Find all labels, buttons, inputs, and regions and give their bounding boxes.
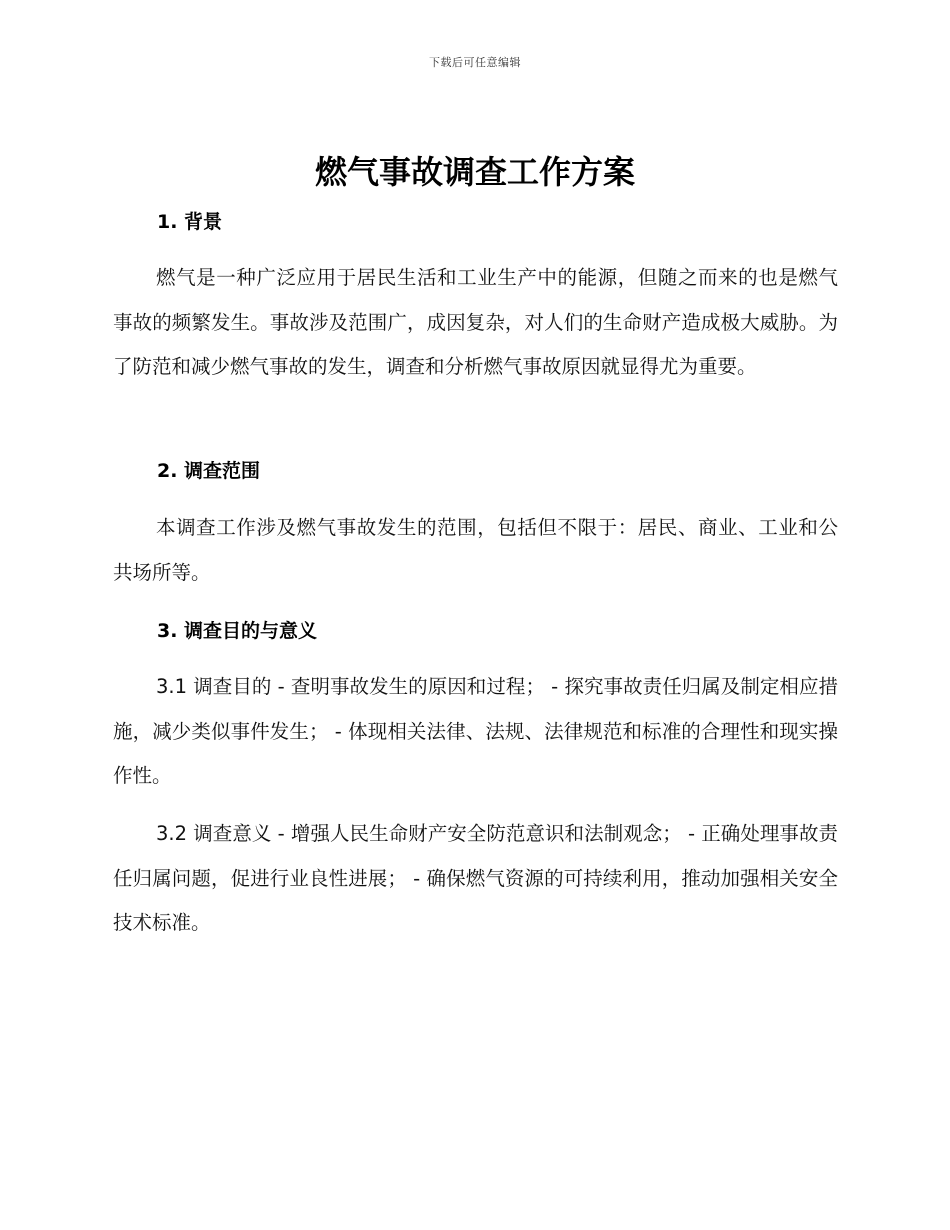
paragraph-significance: 3.2 调查意义 - 增强人民生命财产安全防范意识和法制观念； - 正确处理事故责任归属问题，促进行业良性进展； - 确保燃气资源的可持续利用，推动加强相关安全技术标准。 <box>113 822 838 934</box>
header-note: 下载后可任意编辑 <box>429 56 521 69</box>
paragraph-background: 燃气是一种广泛应用于居民生活和工业生产中的能源，但随之而来的也是燃气事故的频繁发生。事故涉及范围广，成因复杂，对人们的生命财产造成极大威胁。为了防范和减少燃气事故的发生，调查和分析燃气事故原因就显得尤为重要。 <box>113 266 838 378</box>
document-title: 燃气事故调查工作方案 <box>314 153 635 191</box>
paragraph-scope: 本调查工作涉及燃气事故发生的范围，包括但不限于：居民、商业、工业和公共场所等。 <box>113 516 838 584</box>
section-heading-background: 1. 背景 <box>157 211 223 233</box>
section-heading-purpose: 3. 调查目的与意义 <box>157 620 318 642</box>
paragraph-purpose: 3.1 调查目的 - 查明事故发生的原因和过程； - 探究事故责任归属及制定相应措施，减少类似事件发生； - 体现相关法律、法规、法律规范和标准的合理性和现实操作性。 <box>113 675 838 787</box>
section-heading-scope: 2. 调查范围 <box>157 460 261 482</box>
